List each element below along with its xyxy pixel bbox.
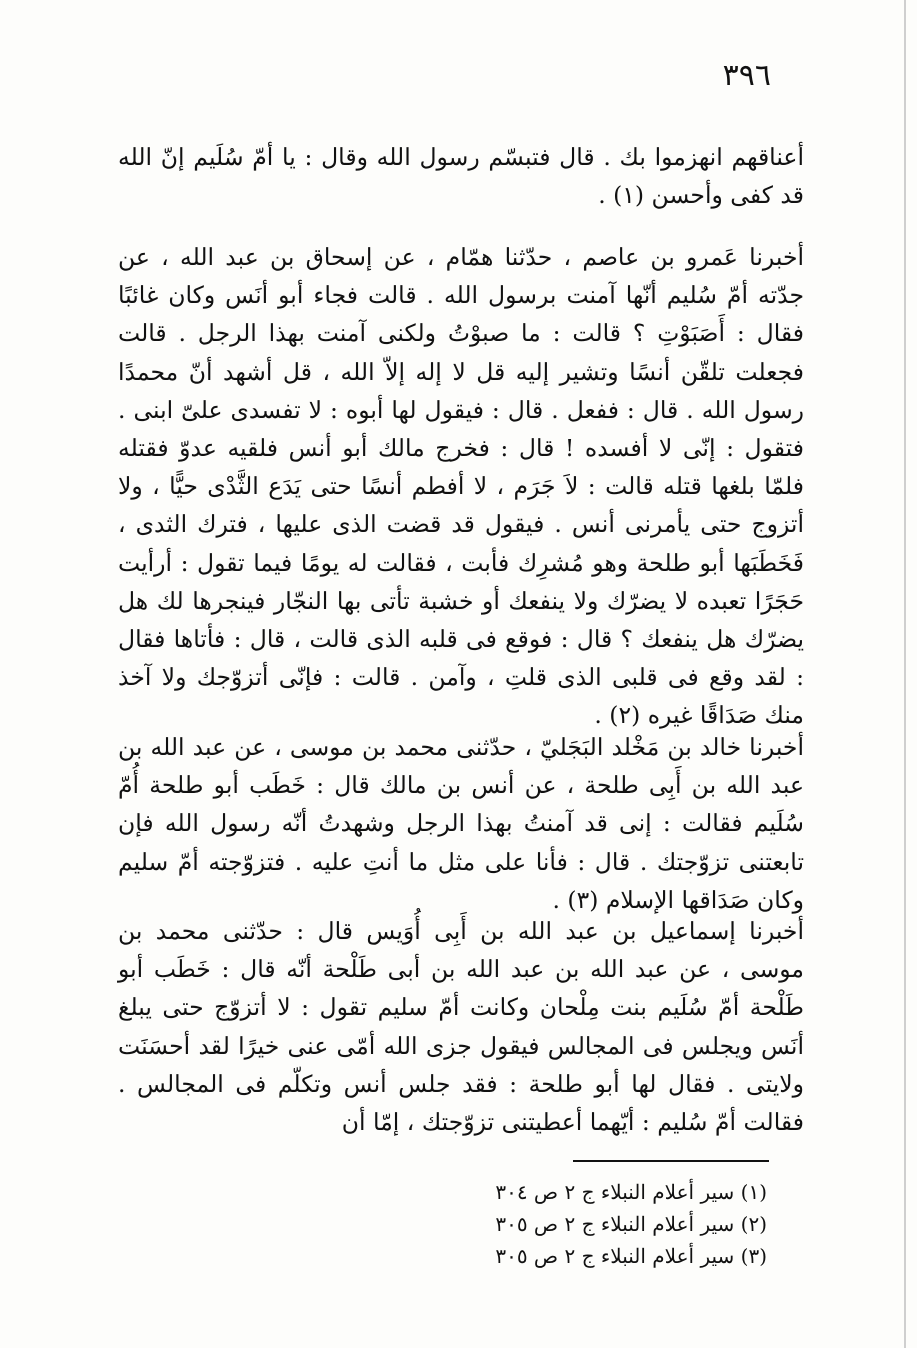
- paragraph-1: [118, 138, 804, 214]
- footnotes: [447, 1176, 767, 1272]
- footnote-separator: [573, 1160, 769, 1162]
- paragraph-text: أخبرنا عَمرو بن عاصم ، حدّثنا همّام ، عن إسحاق بن عبد الله ، عن جدّته أمّ سُليم أنّها آمنت برسول الله . قالت فجاء أبو أنَس وكان غائبًا فقال : أَصَبَوْتِ ؟ قالت : ما صبوْتُ ولكنى آمنت بهذا الرجل . قالت فجعلت تلقّن أنسًا وتشير إليه قل لا إله إلاّ الله ، قل أشهد أنّ محمدًا رسول الله . قال : ففعل . قال : فيقول لها أبوه : لا تفسدى علىّ ابنى . فتقول : إنّى لا أفسده ! قال : فخرج مالك أبو أنس فلقيه عدوّ فقتله فلمّا بلغها قتله قالت : لاَ جَرَم ، لا أفطم أنسًا حتى يَدَع الثَّدْى حيًّا ، ولا أتزوج حتى يأمرنى أنس . فيقول قد قضت الذى عليها ، فترك الثدى ، فَخَطَبَها أبو طلحة وهو مُشرِك فأبت ، فقالت له يومًا فيما تقول : أرأيت حَجَرًا تعبده لا يضرّك ولا ينفعك أو خشبة تأتى بها النجّار فينجرها لك هل يضرّك هل ينفعك ؟ قال : فوقع فى قلبه الذى قالت ، قال : فأتاها فقال : لقد وقع فى قلبى الذى قلتِ ، وآمن . قالت : فإنّى أتزوّجك ولا آخذ منك صَدَاقًا غيره (٢) .: [118, 243, 804, 730]
- footnote-2: (٢) سير أعلام النبلاء ج ٢ ص ٣٠٥: [495, 1212, 767, 1236]
- footnote-3: (٣) سير أعلام النبلاء ج ٢ ص ٣٠٥: [495, 1244, 767, 1268]
- paragraph-4: [118, 912, 804, 1141]
- page-edge-shadow: [904, 0, 906, 1348]
- paragraph-text: أعناقهم انهزموا بك . قال فتبسّم رسول الله وقال : يا أمّ سُلَيم إنّ الله قد كفى وأحسن (١) .: [118, 143, 804, 210]
- paragraph-text: أخبرنا خالد بن مَخْلد البَجَليّ ، حدّثنى محمد بن موسى ، عن عبد الله بن عبد الله بن أَبِى طلحة ، عن أنس بن مالك قال : خَطَب أبو طلحة أُمّ سُلَيم فقالت : إنى قد آمنتُ بهذا الرجل وشهدتُ أنّه رسول الله فإن تابعتنى تزوّجتك . قال : فأنا على مثل ما أنتِ عليه . فتزوّجته أمّ سليم وكان صَدَاقها الإسلام (٣) .: [118, 733, 804, 914]
- footnote-1: (١) سير أعلام النبلاء ج ٢ ص ٣٠٤: [495, 1180, 767, 1204]
- paragraph-2: [118, 238, 804, 735]
- page-number: ٣٩٦: [722, 58, 771, 93]
- paragraph-text: أخبرنا إسماعيل بن عبد الله بن أَبِى أُوَيس قال : حدّثنى محمد بن موسى ، عن عبد الله بن عبد الله بن أبى طَلْحة أنّه قال : خَطَب أبو طَلْحة أمّ سُلَيم بنت مِلْحان وكانت أمّ سليم تقول : لا أتزوّج حتى يبلغ أنَس ويجلس فى المجالس فيقول جزى الله أمّى عنى خيرًا لقد أحسَنَت ولايتى . فقال لها أبو طلحة : فقد جلس أنس وتكلّم فى المجالس . فقالت أمّ سُليم : أيّهما أعطيتنى تزوّجتك ، إمّا أن: [118, 917, 804, 1137]
- paragraph-3: [118, 728, 804, 919]
